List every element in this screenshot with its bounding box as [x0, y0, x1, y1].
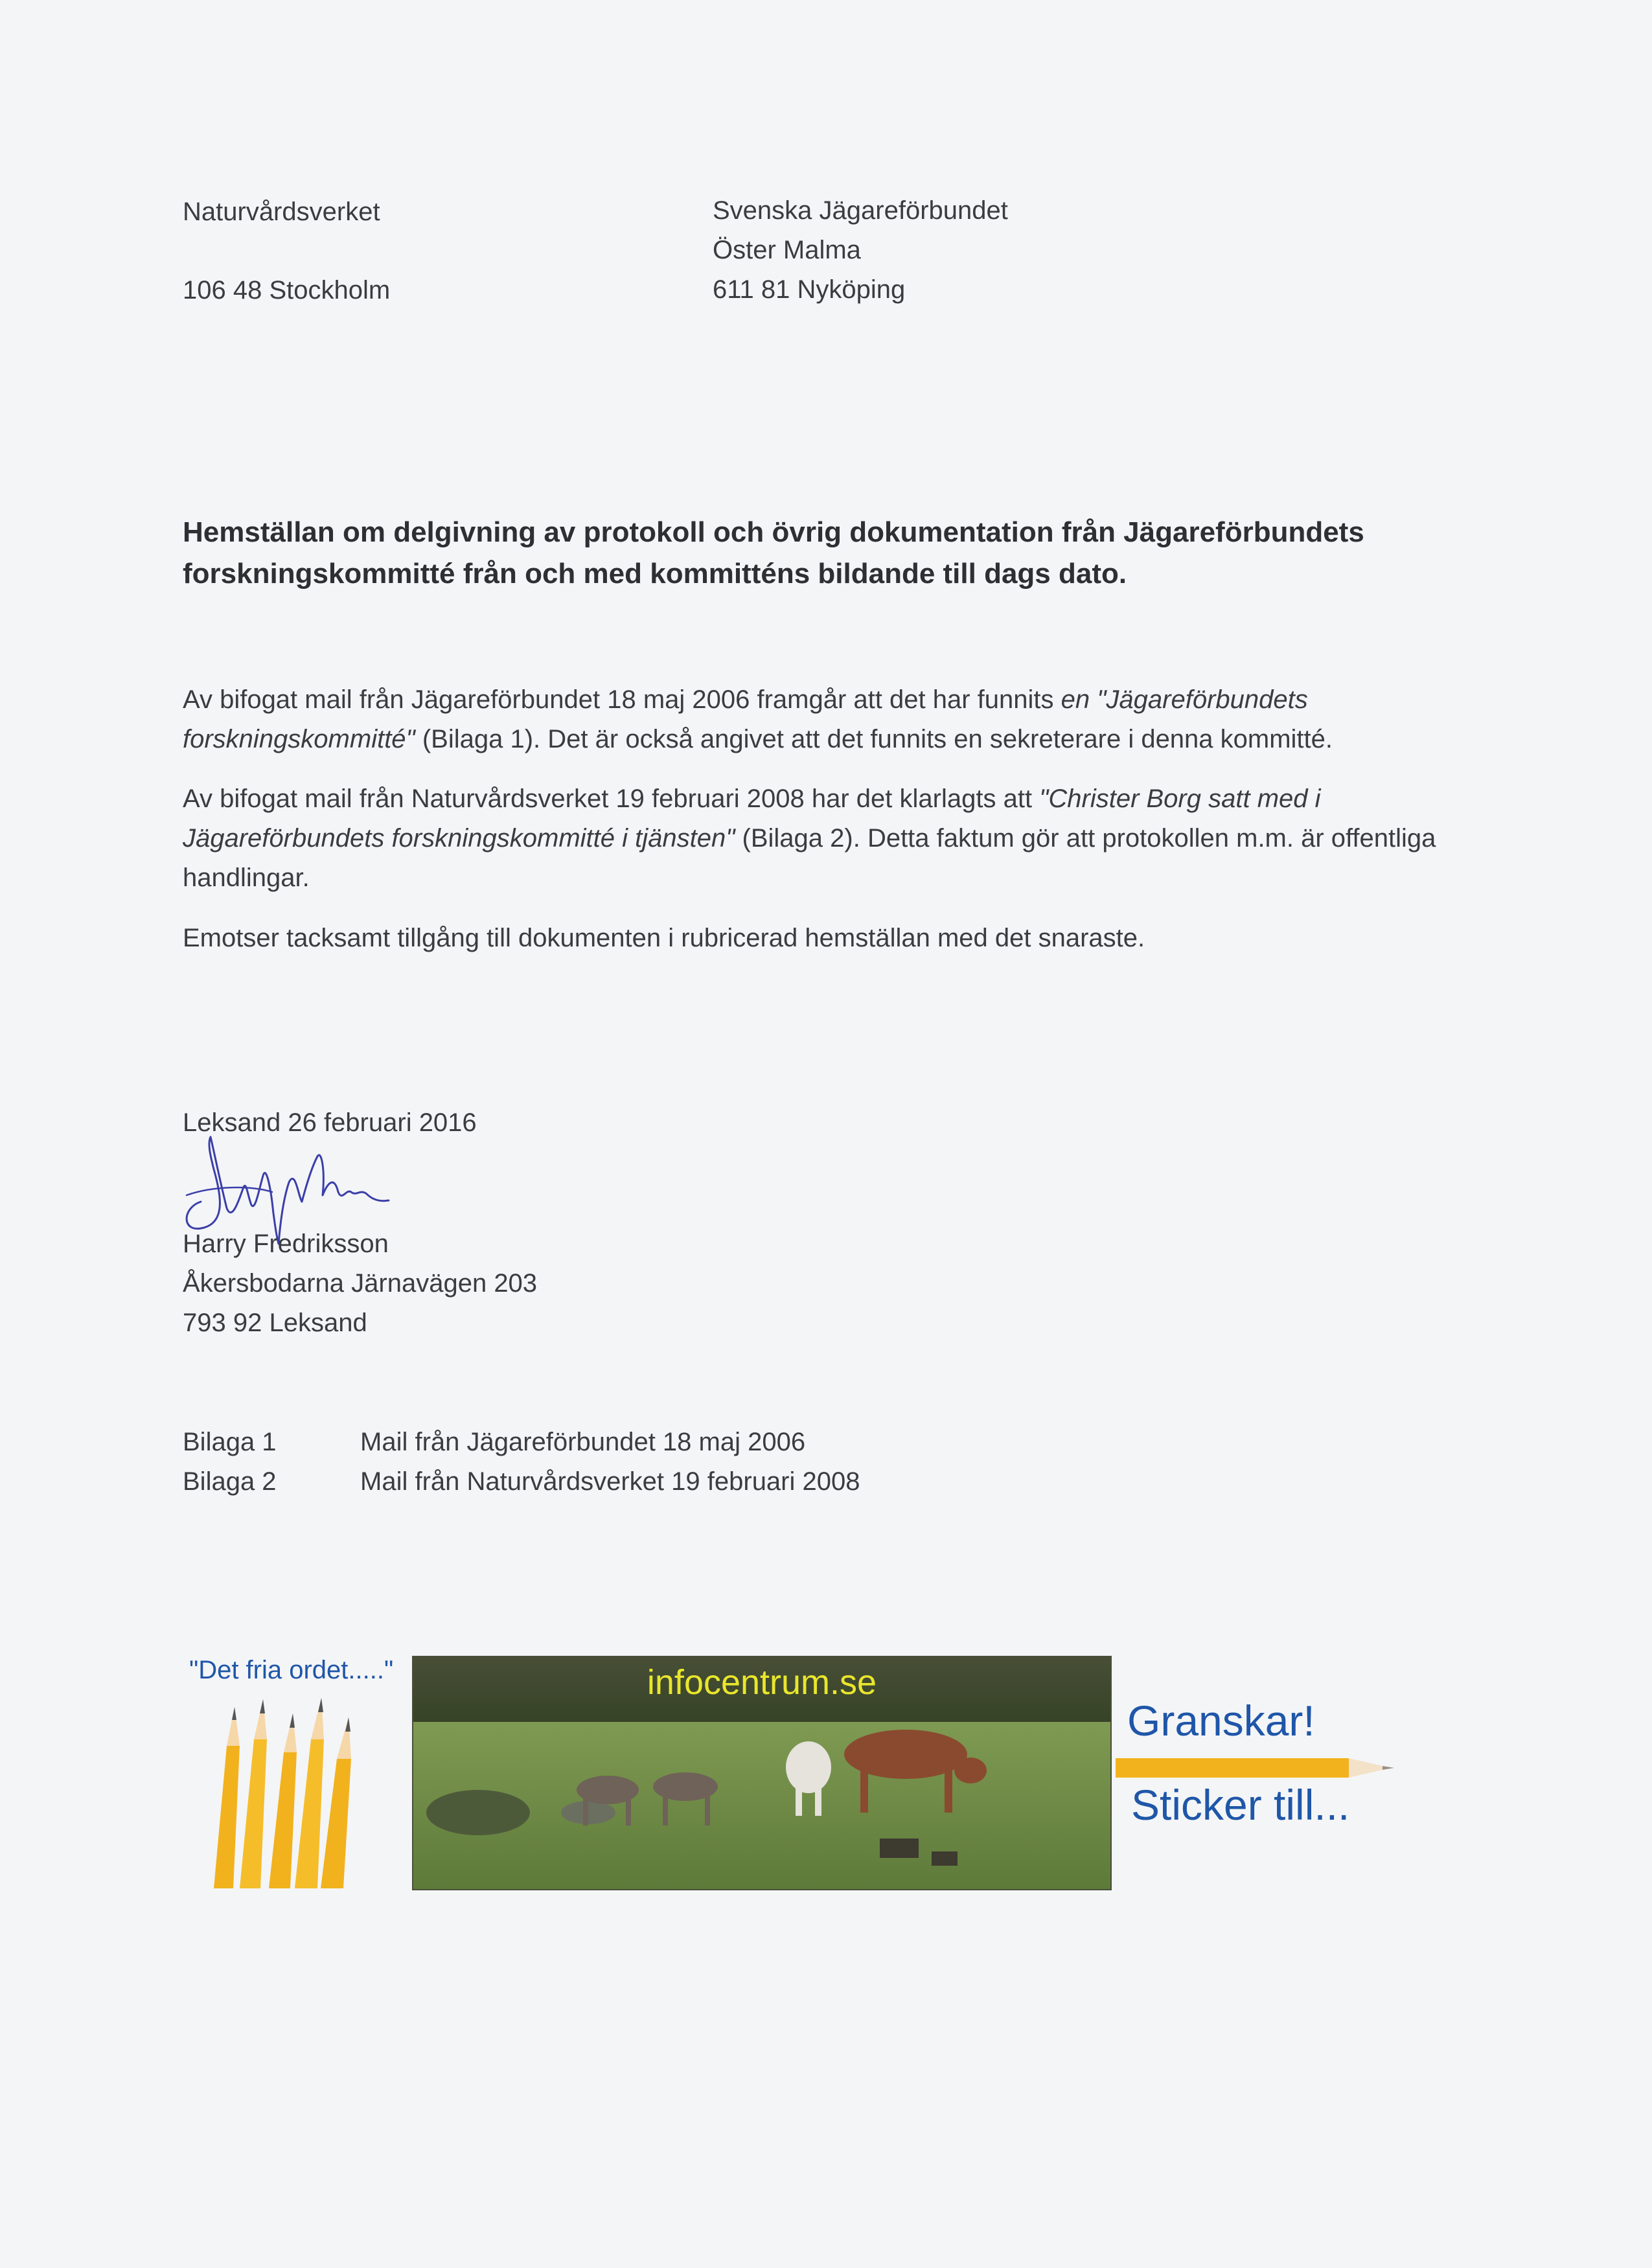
- recipient-name: Naturvårdsverket: [183, 198, 380, 226]
- slogan-granskar: Granskar!: [1127, 1697, 1315, 1745]
- p1-text-a: Av bifogat mail från Jägareförbundet 18 maj 2006 framgår att det har funnits: [183, 685, 1061, 714]
- signer-postal: 793 92 Leksand: [183, 1309, 367, 1337]
- sender-org-street: Öster Malma: [713, 236, 861, 264]
- pencil-line-icon: [1116, 1754, 1407, 1781]
- paragraph-1: [183, 680, 1446, 759]
- title-line-2: forskningskommitté från och med kommitténs bildande till dags dato.: [183, 558, 1127, 590]
- sender-org-postal: 611 81 Nyköping: [713, 275, 906, 304]
- site-name: infocentrum.se: [647, 1663, 877, 1702]
- paragraph-3: Emotser tacksamt tillgång till dokumenten i rubricerad hemställan med det snaraste.: [183, 924, 1145, 952]
- letter-title: [183, 512, 1478, 595]
- place-date: Leksand 26 februari 2016: [183, 1108, 477, 1137]
- pencils-icon: [201, 1694, 369, 1888]
- attachment-1-text: Mail från Jägareförbundet 18 maj 2006: [360, 1428, 806, 1456]
- attachment-1-label: Bilaga 1: [183, 1428, 277, 1456]
- p1-quote: en "Jägareförbundets forskningskommitté": [183, 685, 1308, 753]
- slogan-sticker: Sticker till...: [1131, 1781, 1350, 1829]
- title-line-1: Hemställan om delgivning av protokoll och övrig dokumentation från Jägareförbundets: [183, 516, 1364, 548]
- signer-name: Harry Fredriksson: [183, 1230, 389, 1258]
- paragraph-2: [183, 779, 1446, 898]
- sender-org-name: Svenska Jägareförbundet: [713, 196, 1008, 225]
- p2-text-a: Av bifogat mail från Naturvårdsverket 19 februari 2008 har det klarlagts att: [183, 785, 1040, 813]
- p2-quote: "Christer Borg satt med i Jägareförbundets forskningskommitté i tjänsten": [183, 785, 1321, 853]
- attachment-2-text: Mail från Naturvårdsverket 19 februari 2008: [360, 1467, 860, 1496]
- signer-street: Åkersbodarna Järnavägen 203: [183, 1269, 538, 1298]
- attachment-2-label: Bilaga 2: [183, 1467, 277, 1496]
- p1-text-b: (Bilaga 1). Det är också angivet att det funnits en sekreterare i denna kommitté.: [415, 725, 1333, 753]
- p2-text-b: (Bilaga 2). Detta faktum gör att protokollen m.m. är offentliga handlingar.: [183, 824, 1436, 892]
- banner-photo: [412, 1656, 1112, 1890]
- recipient-postal: 106 48 Stockholm: [183, 276, 391, 304]
- banner-quote: "Det fria ordet.....": [189, 1656, 394, 1684]
